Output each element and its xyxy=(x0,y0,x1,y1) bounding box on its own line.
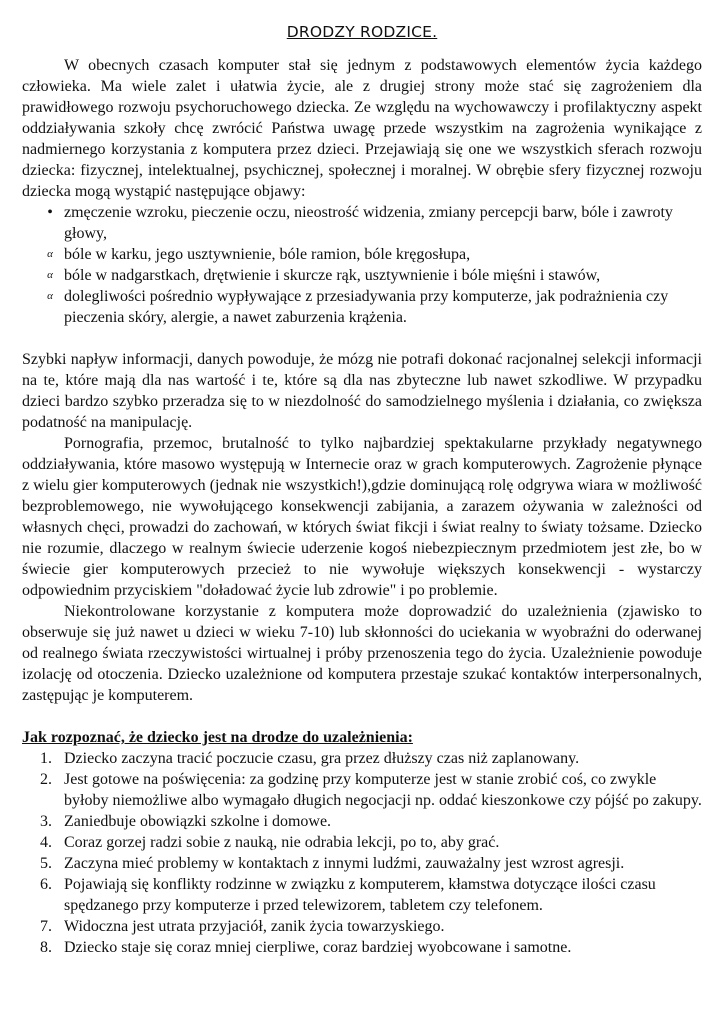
alpha-bullet-icon: α xyxy=(47,269,53,281)
list-item xyxy=(22,769,702,811)
list-number: 5. xyxy=(40,855,52,872)
list-number: 2. xyxy=(40,771,52,788)
list-item-text: Coraz gorzej radzi sobie z nauką, nie odrabia lekcji, po to, aby grać. xyxy=(64,834,500,851)
list-item-text: dolegliwości pośrednio wypływające z przesiadywania przy komputerze, jak podrażnienia czy pieczenia skóry, alergie, a nawet zaburzenia krążenia. xyxy=(64,288,669,326)
warning-signs-list xyxy=(22,748,702,958)
list-number: 4. xyxy=(40,834,52,851)
page-title: DRODZY RODZICE. xyxy=(286,23,438,41)
violence-paragraph: Pornografia, przemoc, brutalność to tylko najbardziej spektakularne przykłady negatywnego oddziaływania, które masowo występują w Internecie oraz w grach komputerowych. Zagrożenie płynące z wielu gier komputerowych (jednak nie wszystkich!),gdzie dominującą rolę odgrywa wiara w możliwość bezproblemowego, nie wywołującego konsekwencji zabijania, a zarazem ożywania w zależności od własnych chęci, prowadzi do zachowań, w których świat fikcji i świat realny to światy tożsame. Dziecko nie rozumie, dlaczego w realnym świecie uderzenie kogoś niebezpiecznym przedmiotem jest złe, bo w świecie gier komputerowych przecież to nie wywołuje większych konsekwencji - wystarczy odpowiednim przyciskiem "doładować życie lub zdrowie" i po problemie. xyxy=(22,435,702,599)
symptom-list xyxy=(22,202,702,328)
list-item xyxy=(22,853,702,874)
list-item-text: bóle w nadgarstkach, drętwienie i skurcze rąk, usztywnienie i bóle mięśni i stawów, xyxy=(64,267,601,284)
section-heading: Jak rozpoznać, że dziecko jest na drodze do uzależnienia: xyxy=(22,729,413,746)
intro-paragraph: W obecnych czasach komputer stał się jednym z podstawowych elementów życia każdego człowieka. Ma wiele zalet i ułatwia życie, ale z drugiej strony może stać się zagrożeniem dla prawidłowego rozwoju psychoruchowego dziecka. Ze względu na wychowawczy i profilaktyczny aspekt oddziaływania szkoły chcę zwrócić Państwa uwagę przede wszystkim na zagrożenia wynikające z nadmiernego korzystania z komputera przez dzieci. Przejawiają się one we wszystkich sferach rozwoju dziecka: fizycznej, intelektualnej, psychicznej, społecznej i moralnej. W obrębie sfery fizycznej rozwoju dziecka mogą wystąpić następujące objawy: xyxy=(22,57,702,200)
list-item-text: Zaczyna mieć problemy w kontaktach z innymi ludźmi, zauważalny jest wzrost agresji. xyxy=(64,855,625,872)
list-item-text: zmęczenie wzroku, pieczenie oczu, nieostrość widzenia, zmiany percepcji barw, bóle i zawroty głowy, xyxy=(64,204,673,242)
list-item xyxy=(22,937,702,958)
list-item xyxy=(22,748,702,769)
addiction-paragraph: Niekontrolowane korzystanie z komputera może doprowadzić do uzależnienia (zjawisko to obserwuje się już nawet u dzieci w wieku 7-10) lub skłonności do uciekania w wyobraźni do oderwanej od realnego świata rzeczywistości wirtualnej i próby przenoszenia tego do życia. Uzależnienie powoduje izolację od otoczenia. Dziecko uzależnione od komputera przestaje szukać kontaktów interpersonalnych, zastępując je komputerem. xyxy=(22,603,702,704)
list-item xyxy=(22,244,702,265)
list-number: 1. xyxy=(40,750,52,767)
list-item-text: Pojawiają się konflikty rodzinne w związku z komputerem, kłamstwa dotyczące ilości czasu spędzanego przy komputerze i przed telewizorem, tabletem czy telefonem. xyxy=(64,876,656,914)
information-paragraph: Szybki napływ informacji, danych powoduje, że mózg nie potrafi dokonać racjonalnej selekcji informacji na te, które mają dla nas wartość i te, które są dla nas zbyteczne lub nawet szkodliwe. W przypadku dzieci bardzo szybko przeradza się to w niezdolność do samodzielnego myślenia i działania, co zwiększa podatność na manipulację. xyxy=(22,351,702,431)
alpha-bullet-icon: α xyxy=(47,248,53,260)
list-item xyxy=(22,265,702,286)
list-item xyxy=(22,202,702,244)
list-item-text: bóle w karku, jego usztywnienie, bóle ramion, bóle kręgosłupa, xyxy=(64,246,471,263)
list-item-text: Widoczna jest utrata przyjaciół, zanik życia towarzyskiego. xyxy=(64,918,445,935)
list-number: 8. xyxy=(40,939,52,956)
list-number: 3. xyxy=(40,813,52,830)
alpha-bullet-icon: α xyxy=(47,290,53,302)
list-item xyxy=(22,874,702,916)
list-item xyxy=(22,286,702,328)
list-item-text: Jest gotowe na poświęcenia: za godzinę przy komputerze jest w stanie zrobić coś, co zwykle byłoby niemożliwe albo wymagało długich negocjacji np. oddać kieszonkowe czy pójść po zakupy. xyxy=(64,771,702,809)
list-number: 7. xyxy=(40,918,52,935)
spacer xyxy=(22,328,702,349)
list-item-text: Dziecko staje się coraz mniej cierpliwe, coraz bardziej wyobcowane i samotne. xyxy=(64,939,572,956)
list-number: 6. xyxy=(40,876,52,893)
spacer xyxy=(22,706,702,727)
bullet-icon: • xyxy=(47,204,53,221)
list-item-text: Dziecko zaczyna tracić poczucie czasu, gra przez dłuższy czas niż zaplanowany. xyxy=(64,750,580,767)
list-item xyxy=(22,811,702,832)
list-item xyxy=(22,916,702,937)
list-item xyxy=(22,832,702,853)
list-item-text: Zaniedbuje obowiązki szkolne i domowe. xyxy=(64,813,332,830)
